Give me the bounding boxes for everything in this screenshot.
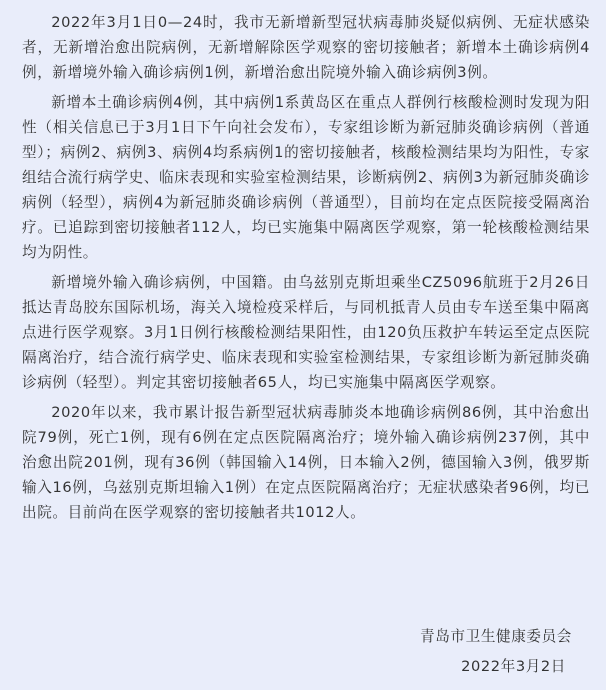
paragraph-local-cases: 新增本土确诊病例4例，其中病例1系黄岛区在重点人群例行核酸检测时发现为阳性（相关信息已于3月1日下午向社会发布），专家组诊断为新冠肺炎确诊病例（普通型）；病例2、病例3、病例4均系病例1的密切接触者，核酸检测结果均为阳性，专家组结合流行病学史、临床表现和实验室检测结果，诊断病例2、病例3为新冠肺炎确诊病例（轻型），病例4为新冠肺炎确诊病例（普通型），目前均在定点医院接受隔离治疗。已追踪到密切接触者112人，均已实施集中隔离医学观察，第一轮核酸检测结果均为阴性。 bbox=[22, 94, 590, 261]
issuer-name: 青岛市卫生健康委员会 bbox=[420, 628, 572, 645]
article-body bbox=[22, 10, 590, 525]
paragraph-imported-case: 新增境外输入确诊病例，中国籍。由乌兹别克斯坦乘坐CZ5096航班于2月26日抵达青岛胶东国际机场，海关入境检疫采样后，与同机抵青人员由专车送至集中隔离点进行医学观察。3月1日例行核酸检测结果阳性，由120负压救护车转运至定点医院隔离治疗，结合流行病学史、临床表现和实验室检测结果，专家组诊断为新冠肺炎确诊病例（轻型）。判定其密切接触者65人，均已实施集中隔离医学观察。 bbox=[22, 274, 590, 391]
issue-date: 2022年3月2日 bbox=[461, 658, 566, 675]
paragraph-daily-summary: 2022年3月1日0—24时，我市无新增新型冠状病毒肺炎疑似病例、无症状感染者，无新增治愈出院病例，无新增解除医学观察的密切接触者；新增本土确诊病例4例，新增境外输入确诊病例1例，新增治愈出院境外输入确诊病例3例。 bbox=[22, 14, 590, 81]
paragraph-cumulative-stats: 2020年以来，我市累计报告新型冠状病毒肺炎本地确诊病例86例，其中治愈出院79例，死亡1例，现有6例在定点医院隔离治疗；境外输入确诊病例237例，其中治愈出院201例，现有36例（韩国输入14例，日本输入2例，德国输入3例，俄罗斯输入16例，乌兹别克斯坦输入1例）在定点医院隔离治疗；无症状感染者96例，均已出院。目前尚在医学观察的密切接触者共1012人。 bbox=[22, 404, 590, 521]
signature-block bbox=[420, 622, 572, 682]
